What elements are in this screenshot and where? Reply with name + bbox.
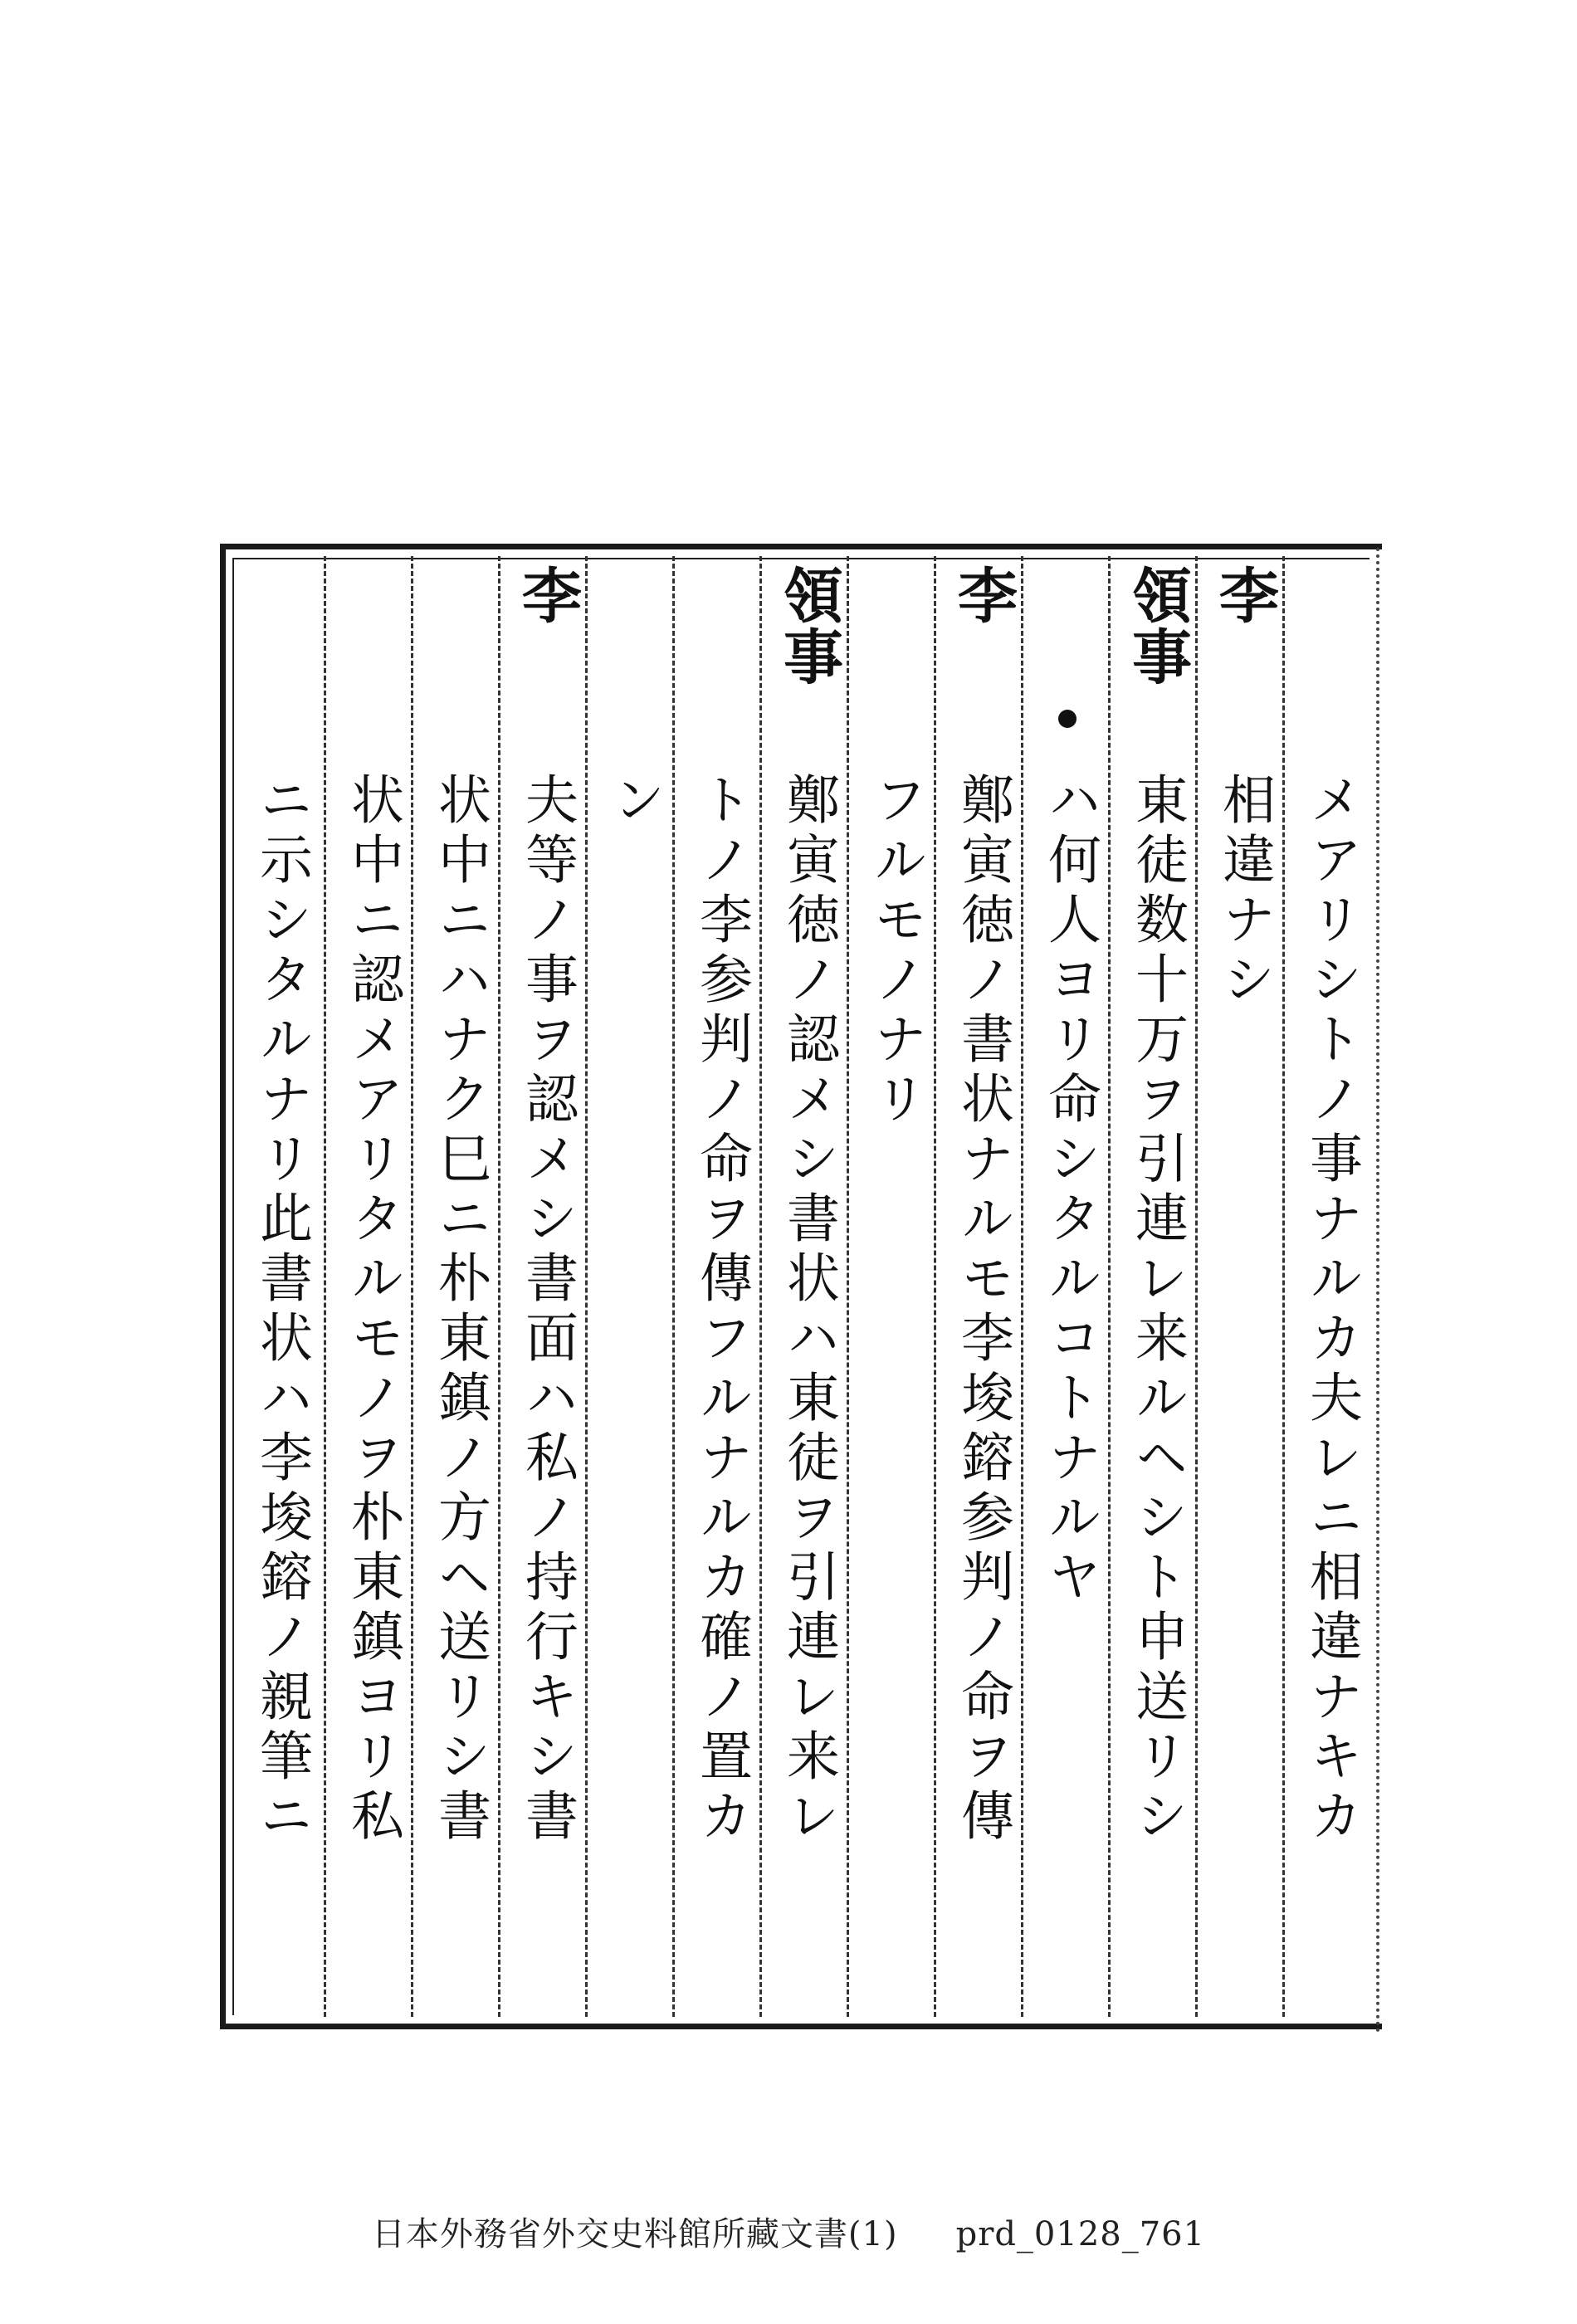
manuscript-column — [1286, 564, 1373, 2017]
manuscript-column — [237, 564, 323, 2017]
column-text: 相違ナシ — [1213, 772, 1275, 1011]
column-text: トノ李参判ノ命ヲ傳フルナルカ確ノ置カ — [691, 772, 752, 1848]
speaker-label: 李 — [512, 564, 583, 626]
manuscript-column — [938, 564, 1024, 2017]
column-text: 鄭寅徳ノ認メシ書状ハ東徒ヲ引連レ来レ — [778, 772, 839, 1848]
column-text: 状中ニ認メアリタルモノヲ朴東鎮ヨリ私 — [342, 772, 403, 1848]
speaker-label: 李 — [1209, 564, 1280, 626]
archive-source: 日本外務省外交史料館所藏文書(1) — [371, 2215, 898, 2253]
archive-id: prd_0128_761 — [955, 2215, 1206, 2253]
archive-caption — [0, 2208, 1577, 2255]
speaker-label: 李 — [948, 564, 1018, 626]
column-text: ニ示シタルナリ此書状ハ李埈鎔ノ親筆ニ — [251, 772, 312, 1848]
column-text: 夫等ノ事ヲ認メシ書面ハ私ノ持行キシ書 — [516, 772, 578, 1848]
bullet-mark — [1058, 710, 1077, 728]
manuscript-column — [328, 564, 414, 2017]
manuscript-column — [1112, 564, 1199, 2017]
column-text: 状中ニハナク巳ニ朴東鎮ノ方ヘ送リシ書 — [429, 772, 491, 1848]
manuscript-column — [415, 564, 501, 2017]
manuscript-column — [1199, 564, 1286, 2017]
column-text: ン — [603, 772, 665, 832]
manuscript-right-edge — [1376, 548, 1383, 2034]
manuscript-column — [676, 564, 763, 2017]
speaker-label: 領事 — [774, 564, 844, 687]
column-divider — [324, 556, 326, 2017]
manuscript-column — [589, 564, 676, 2017]
manuscript-column — [851, 564, 937, 2017]
column-text: 鄭寅徳ノ書状ナルモ李埈鎔参判ノ命ヲ傳 — [952, 772, 1013, 1848]
column-text: フルモノナリ — [865, 772, 926, 1130]
column-text: ハ何人ヨリ命シタルコトナルヤ — [1039, 772, 1101, 1609]
manuscript-column — [764, 564, 850, 2017]
speaker-label: 領事 — [1122, 564, 1193, 687]
manuscript-column — [1025, 564, 1111, 2017]
column-text: メアリシトノ事ナルカ夫レニ相違ナキカ — [1301, 772, 1362, 1848]
manuscript-column — [502, 564, 588, 2017]
column-text: 東徒数十万ヲ引連レ来ルヘシト申送リシ — [1126, 772, 1188, 1848]
